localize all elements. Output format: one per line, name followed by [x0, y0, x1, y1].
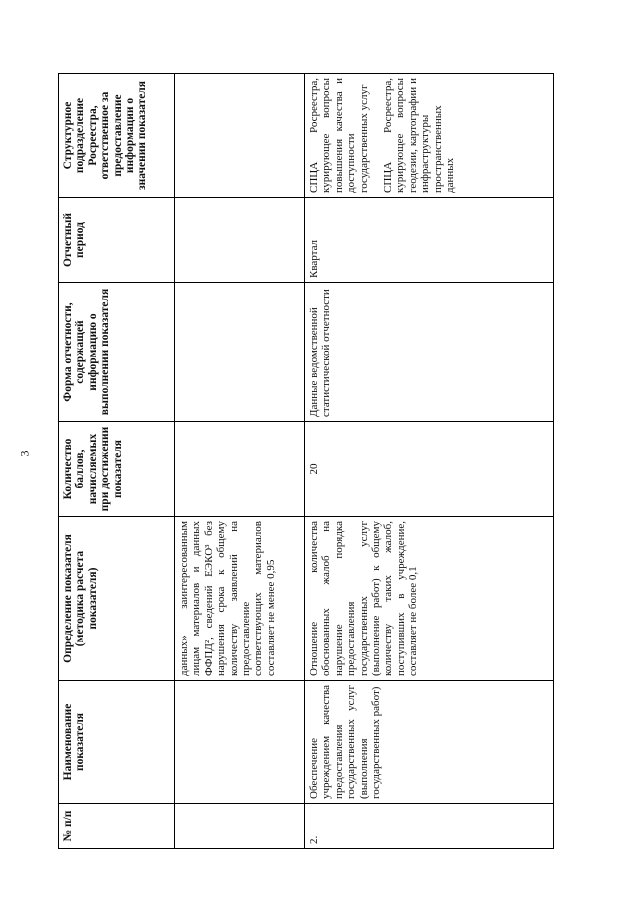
- header-row: [59, 74, 175, 849]
- row2-department-1: СПЦА Росреестра, курирующее вопросы повышения качества и доступности государственных услуг: [308, 78, 370, 193]
- cont-name: [175, 681, 305, 804]
- row2-points: 20: [305, 422, 554, 517]
- row2-period: Квартал: [305, 198, 554, 283]
- table-row: [305, 74, 554, 849]
- header-name: Наименование показателя: [59, 681, 175, 804]
- header-report-form: Форма отчетности, содержащей информацию о выполнении показателя: [59, 283, 175, 422]
- row2-definition: Отношение количества обоснованных жалоб на нарушение порядка предоставления государственных услуг (выполнение работ) к общему количеству таких жалоб, поступивших в учреждение, составляет не более 0,1: [305, 517, 554, 681]
- header-period: Отчетный период: [59, 198, 175, 283]
- cont-report-form: [175, 283, 305, 422]
- cont-points: [175, 422, 305, 517]
- header-points: Количество баллов, начисляемых при достижении показателя: [59, 422, 175, 517]
- indicators-table: [58, 73, 554, 849]
- row2-number: 2.: [305, 804, 554, 849]
- header-number: № п/п: [59, 804, 175, 849]
- row2-department-2: СПЦА Росреестра, курирующее вопросы геодезии, картографии и инфраструктуры пространственных данных: [382, 78, 457, 193]
- rotated-table: [58, 74, 554, 849]
- row2-report-form: Данные ведомственной статистической отчетности: [305, 283, 554, 422]
- cont-definition: данных» заинтересованным лицам материалов и данных ФФПД², сведений ЕЭКО³ без нарушения срока к общему количеству заявлений на предоставление соответствующих материалов составляет не менее 0,95: [175, 517, 305, 681]
- cont-number: [175, 804, 305, 849]
- cont-department: [175, 74, 305, 198]
- page-number: 3: [17, 450, 32, 457]
- header-definition: Определение показателя (методика расчета показателя): [59, 517, 175, 681]
- cont-period: [175, 198, 305, 283]
- continuation-row: [175, 74, 305, 849]
- header-department: Структурное подразделение Росреестра, ответственное за предоставление информации о значении показателя: [59, 74, 175, 198]
- row2-name: Обеспечение учреждением качества предоставления государственных услуг (выполнения государственных работ): [305, 681, 554, 804]
- row2-department: [305, 74, 554, 198]
